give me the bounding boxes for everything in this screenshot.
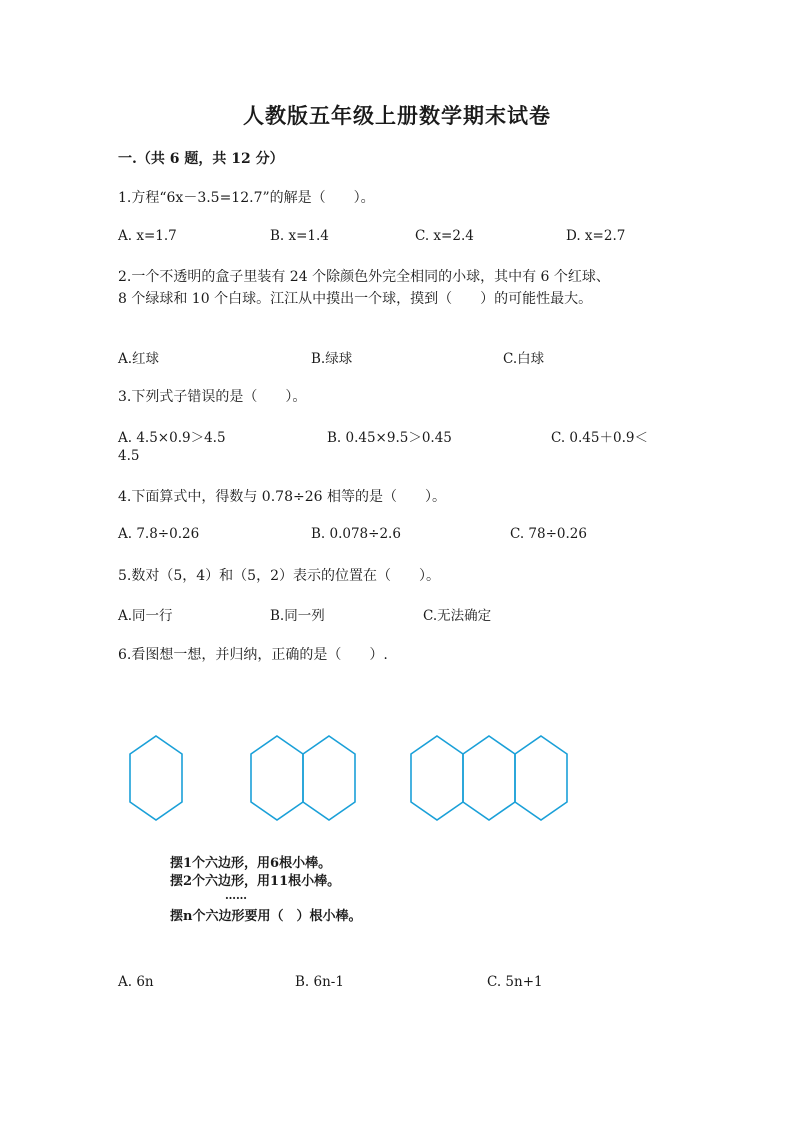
question-5-option-c[interactable]: C.无法确定: [423, 608, 492, 624]
figure-caption-ellipsis: ……: [225, 889, 247, 902]
question-6-text: 6.看图想一想，并归纳，正确的是（ ）.: [118, 647, 388, 663]
question-3-text: 3.下列式子错误的是（ ）。: [118, 389, 307, 405]
question-1-option-c[interactable]: C. x=2.4: [415, 228, 474, 244]
question-1-text: 1.方程“6x－3.5=12.7”的解是（ ）。: [118, 190, 375, 206]
question-4-option-b[interactable]: B. 0.078÷2.6: [311, 526, 401, 542]
question-4-option-a[interactable]: A. 7.8÷0.26: [118, 526, 200, 542]
page-title: 人教版五年级上册数学期末试卷: [243, 103, 551, 128]
question-5-option-a[interactable]: A.同一行: [118, 608, 173, 624]
question-3-option-c[interactable]: C. 0.45＋0.9＜: [551, 430, 648, 446]
question-2-text-line-1: 2.一个不透明的盒子里装有 24 个除颜色外完全相同的小球，其中有 6 个红球、: [118, 269, 610, 285]
question-5-text: 5.数对（5，4）和（5，2）表示的位置在（ ）。: [118, 568, 440, 584]
question-6-option-a[interactable]: A. 6n: [118, 974, 154, 990]
hexagon-shape: [251, 736, 303, 820]
hexagon-shape: [463, 736, 515, 820]
figure-caption-line-2: 摆2个六边形，用11根小棒。: [170, 874, 341, 889]
hexagon-groups: [130, 736, 567, 820]
question-6-option-b[interactable]: B. 6n-1: [295, 974, 344, 990]
question-5-option-b[interactable]: B.同一列: [270, 608, 325, 624]
hexagon-shape: [515, 736, 567, 820]
section-heading: 一.（共 6 题，共 12 分）: [118, 151, 284, 167]
question-3-option-b[interactable]: B. 0.45×9.5＞0.45: [327, 430, 452, 446]
question-2-option-c[interactable]: C.白球: [503, 351, 545, 367]
question-1-option-b[interactable]: B. x=1.4: [270, 228, 329, 244]
question-6-option-c[interactable]: C. 5n+1: [487, 974, 543, 990]
question-4-text: 4.下面算式中，得数与 0.78÷26 相等的是（ ）。: [118, 489, 446, 505]
question-3-option-a[interactable]: A. 4.5×0.9＞4.5: [118, 430, 226, 446]
hexagon-shape: [130, 736, 182, 820]
figure-caption-line-3: 摆n个六边形要用（ ）根小棒。: [170, 909, 362, 924]
question-2-option-a[interactable]: A.红球: [118, 351, 160, 367]
question-3-option-c-wrap: 4.5: [118, 448, 140, 464]
question-1-option-d[interactable]: D. x=2.7: [566, 228, 626, 244]
question-2-text-line-2: 8 个绿球和 10 个白球。江江从中摸出一个球，摸到（ ）的可能性最大。: [118, 291, 593, 307]
figure-caption-line-1: 摆1个六边形，用6根小棒。: [170, 856, 332, 871]
question-2-option-b[interactable]: B.绿球: [311, 351, 353, 367]
question-1-option-a[interactable]: A. x=1.7: [118, 228, 177, 244]
hexagon-shape: [411, 736, 463, 820]
question-4-option-c[interactable]: C. 78÷0.26: [510, 526, 587, 542]
hexagon-shape: [303, 736, 355, 820]
